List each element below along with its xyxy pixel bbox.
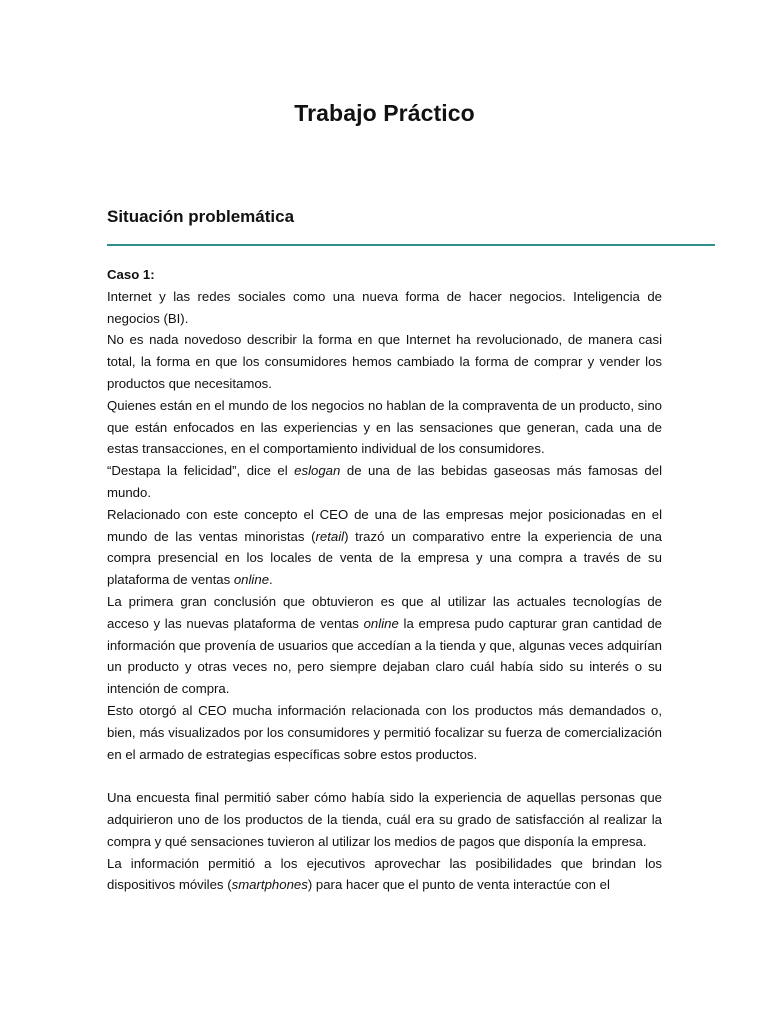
paragraph-4-part-a: “Destapa la felicidad”, dice el (107, 463, 295, 479)
paragraph-9 (107, 853, 662, 897)
paragraph-4 (107, 460, 662, 504)
paragraph-7: Esto otorgó al CEO mucha información relacionada con los productos más demandados o, bien, más visualizados por los consumidores y permitió focalizar su fuerza de comercialización en el armado de estrategias específicas sobre estos productos. (107, 702, 662, 762)
page-title: Trabajo Práctico (294, 100, 475, 126)
paragraph-6 (107, 591, 662, 700)
paragraph-1: Internet y las redes sociales como una nueva forma de hacer negocios. Inteligencia de negocios (BI). (107, 288, 662, 326)
paragraph-6-part-b: la empresa pudo capturar gran cantidad de información que provenía de usuarios que accedían a la tienda y que, algunas veces adquirían un producto y otras veces no, pero siempre dejaban claro cuál había sido su interés o su intención de compra. (107, 615, 662, 697)
document-page (107, 0, 662, 1024)
paragraph-5-italic-2: online (233, 572, 270, 588)
paragraph-6-part-a: La primera gran conclusión que obtuvieron es que al utilizar las actuales tecnologías de acceso y las nuevas plataforma de ventas (107, 593, 662, 631)
case-label: Caso 1: (107, 267, 155, 282)
paragraph-9-italic: smartphones (231, 877, 308, 893)
section-divider (107, 244, 715, 246)
paragraph-5 (107, 504, 662, 591)
section-title: Situación problemática (107, 207, 295, 226)
paragraph-4-part-b: de una de las bebidas gaseosas más famosas del mundo. (107, 463, 663, 500)
paragraph-5-part-b: ) trazó un comparativo entre la experiencia de una compra presencial en los locales de venta de la empresa y una compra a través de su plataforma de ventas (107, 528, 662, 588)
body-text (107, 264, 662, 896)
paragraph-5-part-a: Relacionado con este concepto el CEO de una de las empresas mejor posicionadas en el mundo de las ventas minoristas ( (107, 506, 662, 544)
paragraph-8: Una encuesta final permitió saber cómo había sido la experiencia de aquellas personas que adquirieron uno de los productos de la tienda, cuál era su grado de satisfacción al realizar la compra y qué sensaciones tuvieron al utilizar los medios de pagos que disponía la empresa. (107, 790, 662, 849)
paragraph-6-italic: online (363, 615, 399, 631)
paragraph-spacer (107, 765, 662, 787)
paragraph-9-part-b: ) para hacer que el punto de venta interactúe con el (307, 877, 610, 893)
paragraph-5-part-c: . (269, 572, 273, 588)
paragraph-2: No es nada novedoso describir la forma en que Internet ha revolucionado, de manera casi total, la forma en que los consumidores hemos cambiado la forma de comprar y vender los productos que necesitamos. (107, 332, 662, 391)
paragraph-5-italic-1: retail (315, 528, 345, 544)
paragraph-9-part-a: La información permitió a los ejecutivos aprovechar las posibilidades que brindan los dispositivos móviles ( (107, 855, 662, 893)
paragraph-3: Quienes están en el mundo de los negocios no hablan de la compraventa de un producto, sino que están enfocados en las experiencias y en las sensaciones que generan, cada una de estas transacciones, en el comportamiento individual de los consumidores. (107, 397, 662, 457)
paragraph-4-italic: eslogan (294, 463, 341, 479)
